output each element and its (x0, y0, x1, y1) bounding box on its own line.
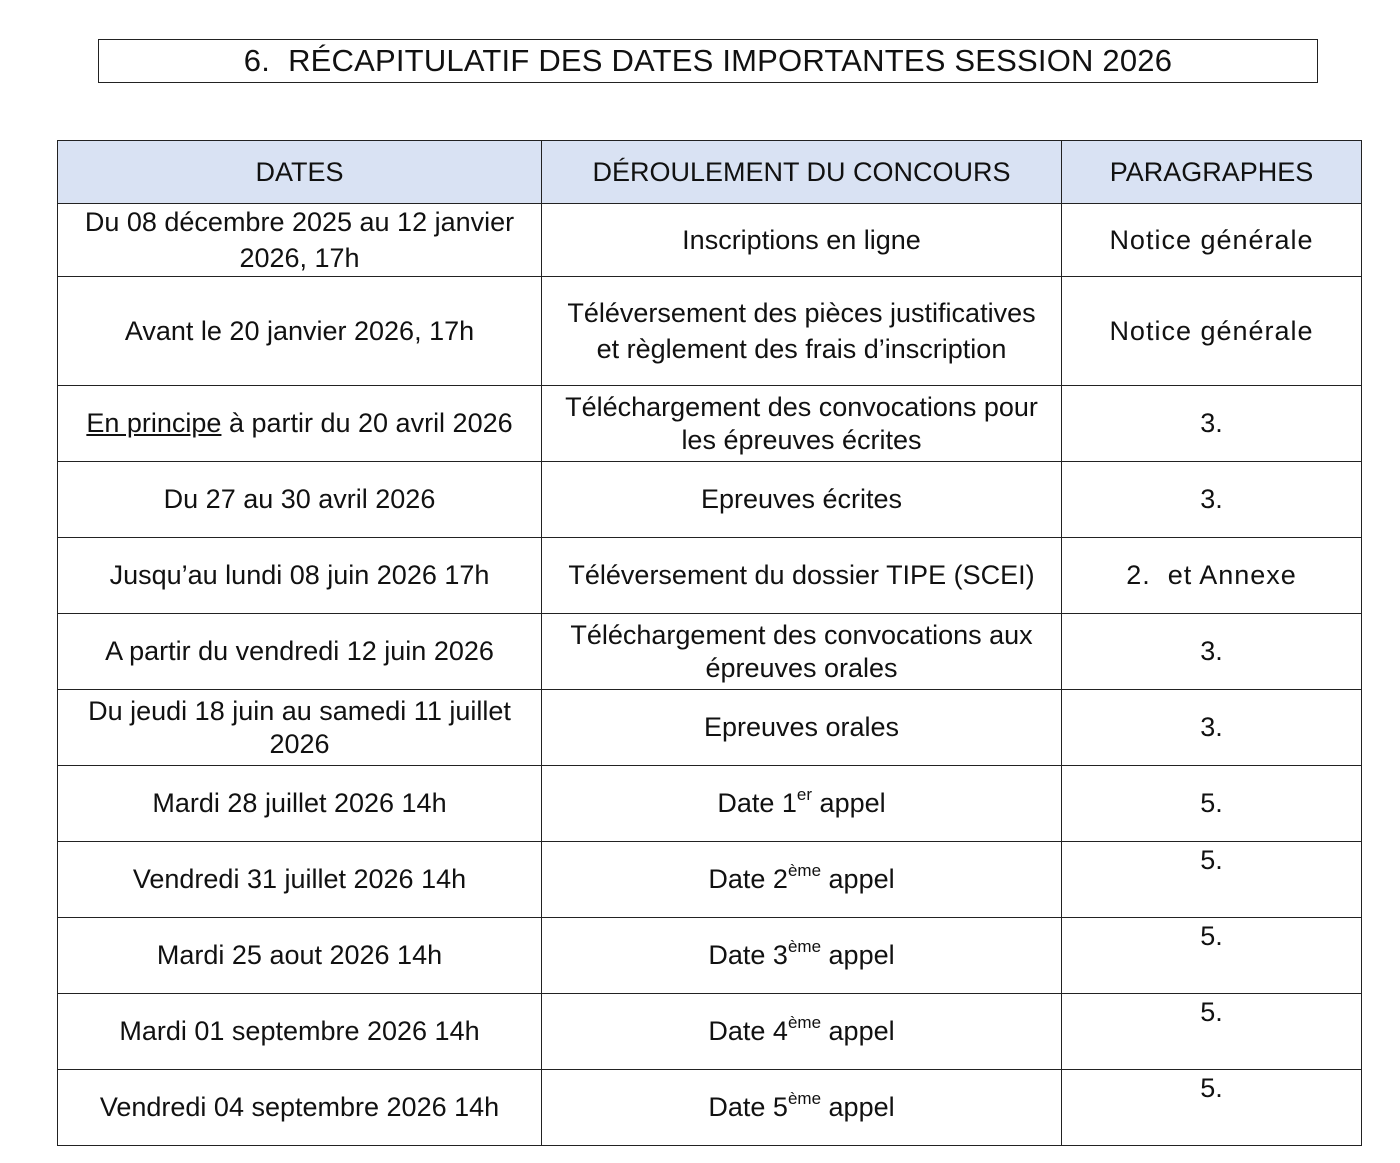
event-post: appel (821, 864, 895, 894)
header-paragraphes: PARAGRAPHES (1062, 141, 1362, 204)
event-cell (542, 1070, 1062, 1146)
table-row (58, 204, 1362, 277)
table-row (58, 277, 1362, 386)
date-cell: Mardi 25 aout 2026 14h (58, 918, 542, 994)
date-rest: à partir du 20 avril 2026 (221, 408, 513, 438)
date-cell: Jusqu’au lundi 08 juin 2026 17h (58, 538, 542, 614)
table-row (58, 842, 1362, 918)
event-post: appel (812, 788, 886, 818)
header-deroulement: DÉROULEMENT DU CONCOURS (542, 141, 1062, 204)
table-header-row (58, 141, 1362, 204)
paragraph-cell: Notice générale (1062, 204, 1362, 277)
event-pre: Date 1 (717, 788, 797, 818)
paragraph-cell: 3. (1062, 690, 1362, 766)
event-sup: er (796, 785, 813, 804)
paragraph-cell: Notice générale (1062, 277, 1362, 386)
event-cell (542, 994, 1062, 1070)
event-sup: ème (787, 1013, 822, 1032)
section-title: RÉCAPITULATIF DES DATES IMPORTANTES SESSION 2026 (288, 43, 1173, 78)
table-row (58, 538, 1362, 614)
date-cell: Du 27 au 30 avril 2026 (58, 462, 542, 538)
table-row (58, 386, 1362, 462)
table-row (58, 766, 1362, 842)
paragraph-cell: 5. (1062, 994, 1362, 1070)
date-cell: Vendredi 31 juillet 2026 14h (58, 842, 542, 918)
event-cell: Téléchargement des convocations aux épreuves orales (542, 614, 1062, 690)
paragraph-cell: 5. (1062, 918, 1362, 994)
paragraph-cell: 5. (1062, 766, 1362, 842)
event-cell: Téléversement des pièces justificatives et règlement des frais d’inscription (542, 277, 1062, 386)
date-cell: Avant le 20 janvier 2026, 17h (58, 277, 542, 386)
table-row (58, 614, 1362, 690)
event-cell: Epreuves écrites (542, 462, 1062, 538)
event-sup: ème (787, 861, 822, 880)
table-row (58, 918, 1362, 994)
date-cell: Vendredi 04 septembre 2026 14h (58, 1070, 542, 1146)
event-post: appel (821, 940, 895, 970)
event-cell (542, 842, 1062, 918)
paragraph-cell: 3. (1062, 614, 1362, 690)
table-row (58, 462, 1362, 538)
event-pre: Date 4 (708, 1016, 788, 1046)
event-pre: Date 5 (708, 1092, 788, 1122)
event-post: appel (821, 1016, 895, 1046)
table-row (58, 994, 1362, 1070)
section-title-box (98, 39, 1318, 83)
event-cell: Epreuves orales (542, 690, 1062, 766)
dates-table (57, 140, 1362, 1146)
event-cell (542, 918, 1062, 994)
paragraph-cell: 3. (1062, 462, 1362, 538)
date-cell: Mardi 01 septembre 2026 14h (58, 994, 542, 1070)
date-cell: Du jeudi 18 juin au samedi 11 juillet 2026 (58, 690, 542, 766)
paragraph-cell: 2. et Annexe (1062, 538, 1362, 614)
table-row (58, 690, 1362, 766)
date-cell: Mardi 28 juillet 2026 14h (58, 766, 542, 842)
event-cell: Téléchargement des convocations pour les épreuves écrites (542, 386, 1062, 462)
event-sup: ème (787, 937, 822, 956)
event-post: appel (821, 1092, 895, 1122)
date-cell: A partir du vendredi 12 juin 2026 (58, 614, 542, 690)
table-row (58, 1070, 1362, 1146)
event-pre: Date 2 (708, 864, 788, 894)
header-dates: DATES (58, 141, 542, 204)
event-pre: Date 3 (708, 940, 788, 970)
paragraph-cell: 3. (1062, 386, 1362, 462)
paragraph-cell: 5. (1062, 1070, 1362, 1146)
date-cell (58, 386, 542, 462)
date-cell: Du 08 décembre 2025 au 12 janvier 2026, 17h (58, 204, 542, 277)
event-sup: ème (787, 1089, 822, 1108)
event-cell: Inscriptions en ligne (542, 204, 1062, 277)
section-number: 6. (243, 43, 271, 78)
event-cell: Téléversement du dossier TIPE (SCEI) (542, 538, 1062, 614)
event-cell (542, 766, 1062, 842)
paragraph-cell: 5. (1062, 842, 1362, 918)
date-underlined-prefix: En principe (86, 408, 222, 438)
